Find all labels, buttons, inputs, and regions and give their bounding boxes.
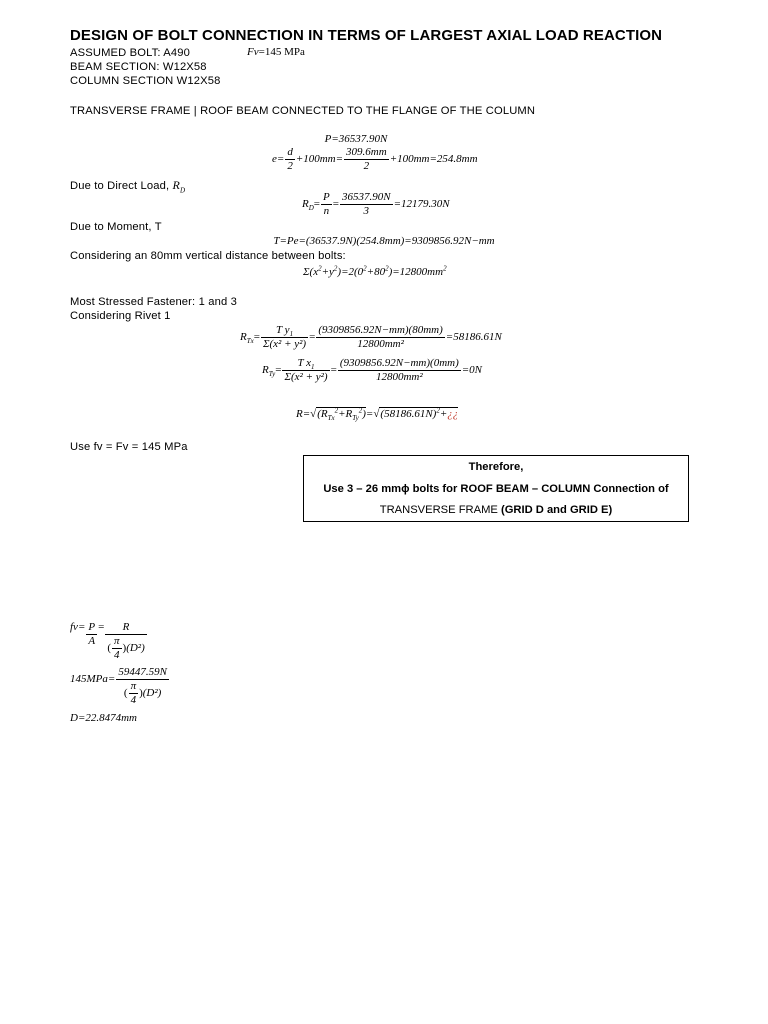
sum-part-4: +80 <box>366 266 386 278</box>
equation-rty: $R_{Ty}=$ $\frac{T x_1}{\text{Σ(x² + y²)}}$ = $\frac{(9309856.92N-mm)(0mm)}{\text{12800mm²}}$ =0N <box>262 357 483 383</box>
sqrt-radicand-2: $(58186.61N)^2+¿¿$ <box>380 406 459 420</box>
equation-fv: fv= $\frac{P}{A}$ = R ( $\frac{\pi}{4}$ )(D²) <box>70 621 145 661</box>
equation-rtx: $R_{Tx}=$ $\frac{T y_1}{\text{Σ(x² + y²)}}$ = $\frac{(9309856.92N-mm)(80mm)}{\text{12800mm²}}$ =58186.61N <box>240 324 502 350</box>
r-inner1: R <box>320 408 328 420</box>
frac-num: P <box>323 191 330 203</box>
fraction-pi-over-4 <box>129 680 139 707</box>
equation-145 <box>70 666 170 707</box>
rd-lhs: R <box>302 198 309 211</box>
result-line-2 <box>304 483 688 495</box>
most-stressed-fastener: Most Stressed Fastener: 1 and 3 <box>70 296 237 308</box>
rty-lhs: R <box>262 364 269 377</box>
rd-eq: = <box>313 198 321 211</box>
frac-num: π <box>114 635 120 647</box>
equation-e <box>272 146 478 173</box>
rty-lhs-sub: Ty <box>268 370 276 379</box>
equation-rd <box>302 191 450 218</box>
result-box <box>303 455 689 522</box>
sum-part-3: )=2(0 <box>337 266 364 278</box>
vertical-distance-label: Considering an 80mm vertical distance between bolts: <box>70 250 346 262</box>
rty-rhs: =0N <box>461 364 483 377</box>
fv-lhs: fv= <box>70 621 86 633</box>
result-line-3 <box>304 504 688 516</box>
frac-num <box>261 324 308 337</box>
frac-den: 12800mm² <box>338 370 461 384</box>
sum-part-2: +y <box>321 266 334 278</box>
r-inner3: (58186.61N) <box>380 408 437 420</box>
eq145-lhs: 145MPa= <box>70 673 116 685</box>
fraction-tx1 <box>282 357 329 384</box>
frac-num: (9309856.92N−mm)(80mm) <box>318 324 443 336</box>
frac-num <box>282 357 329 370</box>
rtx-lhs: R <box>240 331 247 344</box>
assumed-bolt: ASSUMED BOLT: A490 <box>70 47 191 59</box>
fraction-59447 <box>116 666 169 707</box>
beam-section: BEAM SECTION: W12X58 <box>70 61 207 73</box>
result-use-bolts: Use 3 – 26 mmϕ bolts for ROOF BEAM – COLUMN Connection of <box>323 483 669 495</box>
r-tail: + <box>439 408 448 420</box>
fv-allowable <box>247 46 305 58</box>
result-therefore: Therefore, <box>468 461 524 473</box>
sum-part-1: Σ(x <box>303 266 319 278</box>
fraction-309 <box>344 146 389 173</box>
moment-label: Due to Moment, T <box>70 221 162 233</box>
equation-d: D=22.8474mm <box>70 712 138 724</box>
rd-symbol <box>172 178 186 195</box>
frac-den: 2 <box>344 159 389 173</box>
rd-lhs-sub: D <box>308 204 314 213</box>
frac-num: 36537.90N <box>341 191 391 203</box>
num-sub: 1 <box>311 363 315 372</box>
frac-den: ( $\frac{\pi}{4}$ )(D²) <box>116 679 169 707</box>
frac-den: Σ(x² + y²) <box>284 371 328 383</box>
r-inner1-sub: Tx <box>327 414 335 423</box>
rd-subscript: D <box>179 186 186 195</box>
r-inner2-sub: Ty <box>352 414 359 423</box>
rtx-lhs-sub: Tx <box>246 337 254 346</box>
fraction-d-over-2 <box>285 146 295 173</box>
num-text: T x <box>297 357 312 369</box>
eq-e-rhs: +100mm=254.8mm <box>389 153 478 166</box>
equation-r <box>296 406 459 423</box>
rd-letter: R <box>172 178 180 192</box>
rtx-rhs: =58186.61N <box>445 331 502 344</box>
fv-label: Fv <box>247 46 259 58</box>
r-mid: = <box>365 408 374 420</box>
result-frame: TRANSVERSE FRAME <box>379 504 501 516</box>
fraction-p-over-n <box>321 191 332 218</box>
equation-p: P=36537.90N <box>324 133 388 145</box>
result-grid: (GRID D and GRID E) <box>500 504 613 516</box>
use-fv-label: Use fv = Fv = 145 MPa <box>70 441 188 453</box>
frac-num: 59447.59N <box>118 666 167 678</box>
sum-equation: $\Sigma(x^2+y^2)=2(0^2+80^2)=12800mm^2$ <box>303 264 447 278</box>
d-squared: (D²) <box>142 687 162 700</box>
section-heading: TRANSVERSE FRAME | ROOF BEAM CONNECTED TO THE FLANGE OF THE COLUMN <box>70 105 536 117</box>
direct-load-text: Due to Direct Load, <box>70 180 173 192</box>
frac-num: R <box>122 621 130 633</box>
fraction-rty-values <box>338 357 461 384</box>
frac-num: P <box>88 621 96 633</box>
sum-part-5: )=12800mm <box>388 266 444 278</box>
fraction-ty1 <box>261 324 308 351</box>
rd-eq2: = <box>332 198 339 211</box>
result-line-1 <box>304 461 688 473</box>
fraction-r-over-area <box>105 621 146 662</box>
num-sub: 1 <box>289 330 294 339</box>
frac-den: 4 <box>112 648 122 662</box>
frac-num: π <box>130 680 137 692</box>
frac-num: 309.6mm <box>346 146 387 158</box>
r-lhs: R= <box>296 408 311 420</box>
document-title: DESIGN OF BOLT CONNECTION IN TERMS OF LARGEST AXIAL LOAD REACTION <box>70 27 663 44</box>
fv-value: =145 MPa <box>258 46 305 58</box>
rd-rhs: =12179.30N <box>393 198 450 211</box>
sqrt-radicand-1: $(R_{Tx}^2+R_{Ty}^2)$ <box>317 406 366 423</box>
error-glyphs: ¿¿ <box>447 408 459 420</box>
num-text: T y <box>276 324 290 336</box>
frac-den: ( $\frac{\pi}{4}$ )(D²) <box>107 635 145 661</box>
frac-den: 2 <box>287 160 293 172</box>
d-squared: (D²) <box>126 642 145 655</box>
r-plus: +R <box>338 408 353 420</box>
column-section: COLUMN SECTION W12X58 <box>70 75 221 87</box>
frac-den: 12800mm² <box>316 337 444 351</box>
frac-num: d <box>287 146 293 158</box>
moment-equation: T=Pe=(36537.9N)(254.8mm)=9309856.92N−mm <box>273 235 495 247</box>
eq-e-mid: +100mm= <box>295 153 344 166</box>
fraction-p-over-a <box>86 621 97 648</box>
fraction-36537 <box>340 191 393 218</box>
frac-den: Σ(x² + y²) <box>262 338 307 350</box>
direct-load-label <box>70 178 185 193</box>
fraction-rtx-values <box>316 324 444 351</box>
frac-num: (9309856.92N−mm)(0mm) <box>339 357 459 369</box>
frac-den: 4 <box>129 693 139 707</box>
frac-den: n <box>321 204 332 218</box>
frac-den: 3 <box>340 204 393 218</box>
sqrt-icon: √ <box>310 408 317 420</box>
frac-den: A <box>88 635 96 647</box>
considering-rivet: Considering Rivet 1 <box>70 310 171 322</box>
fraction-pi-over-4 <box>112 635 122 662</box>
sqrt-icon: √ <box>373 408 380 420</box>
eq-e-lhs: e= <box>272 153 285 166</box>
